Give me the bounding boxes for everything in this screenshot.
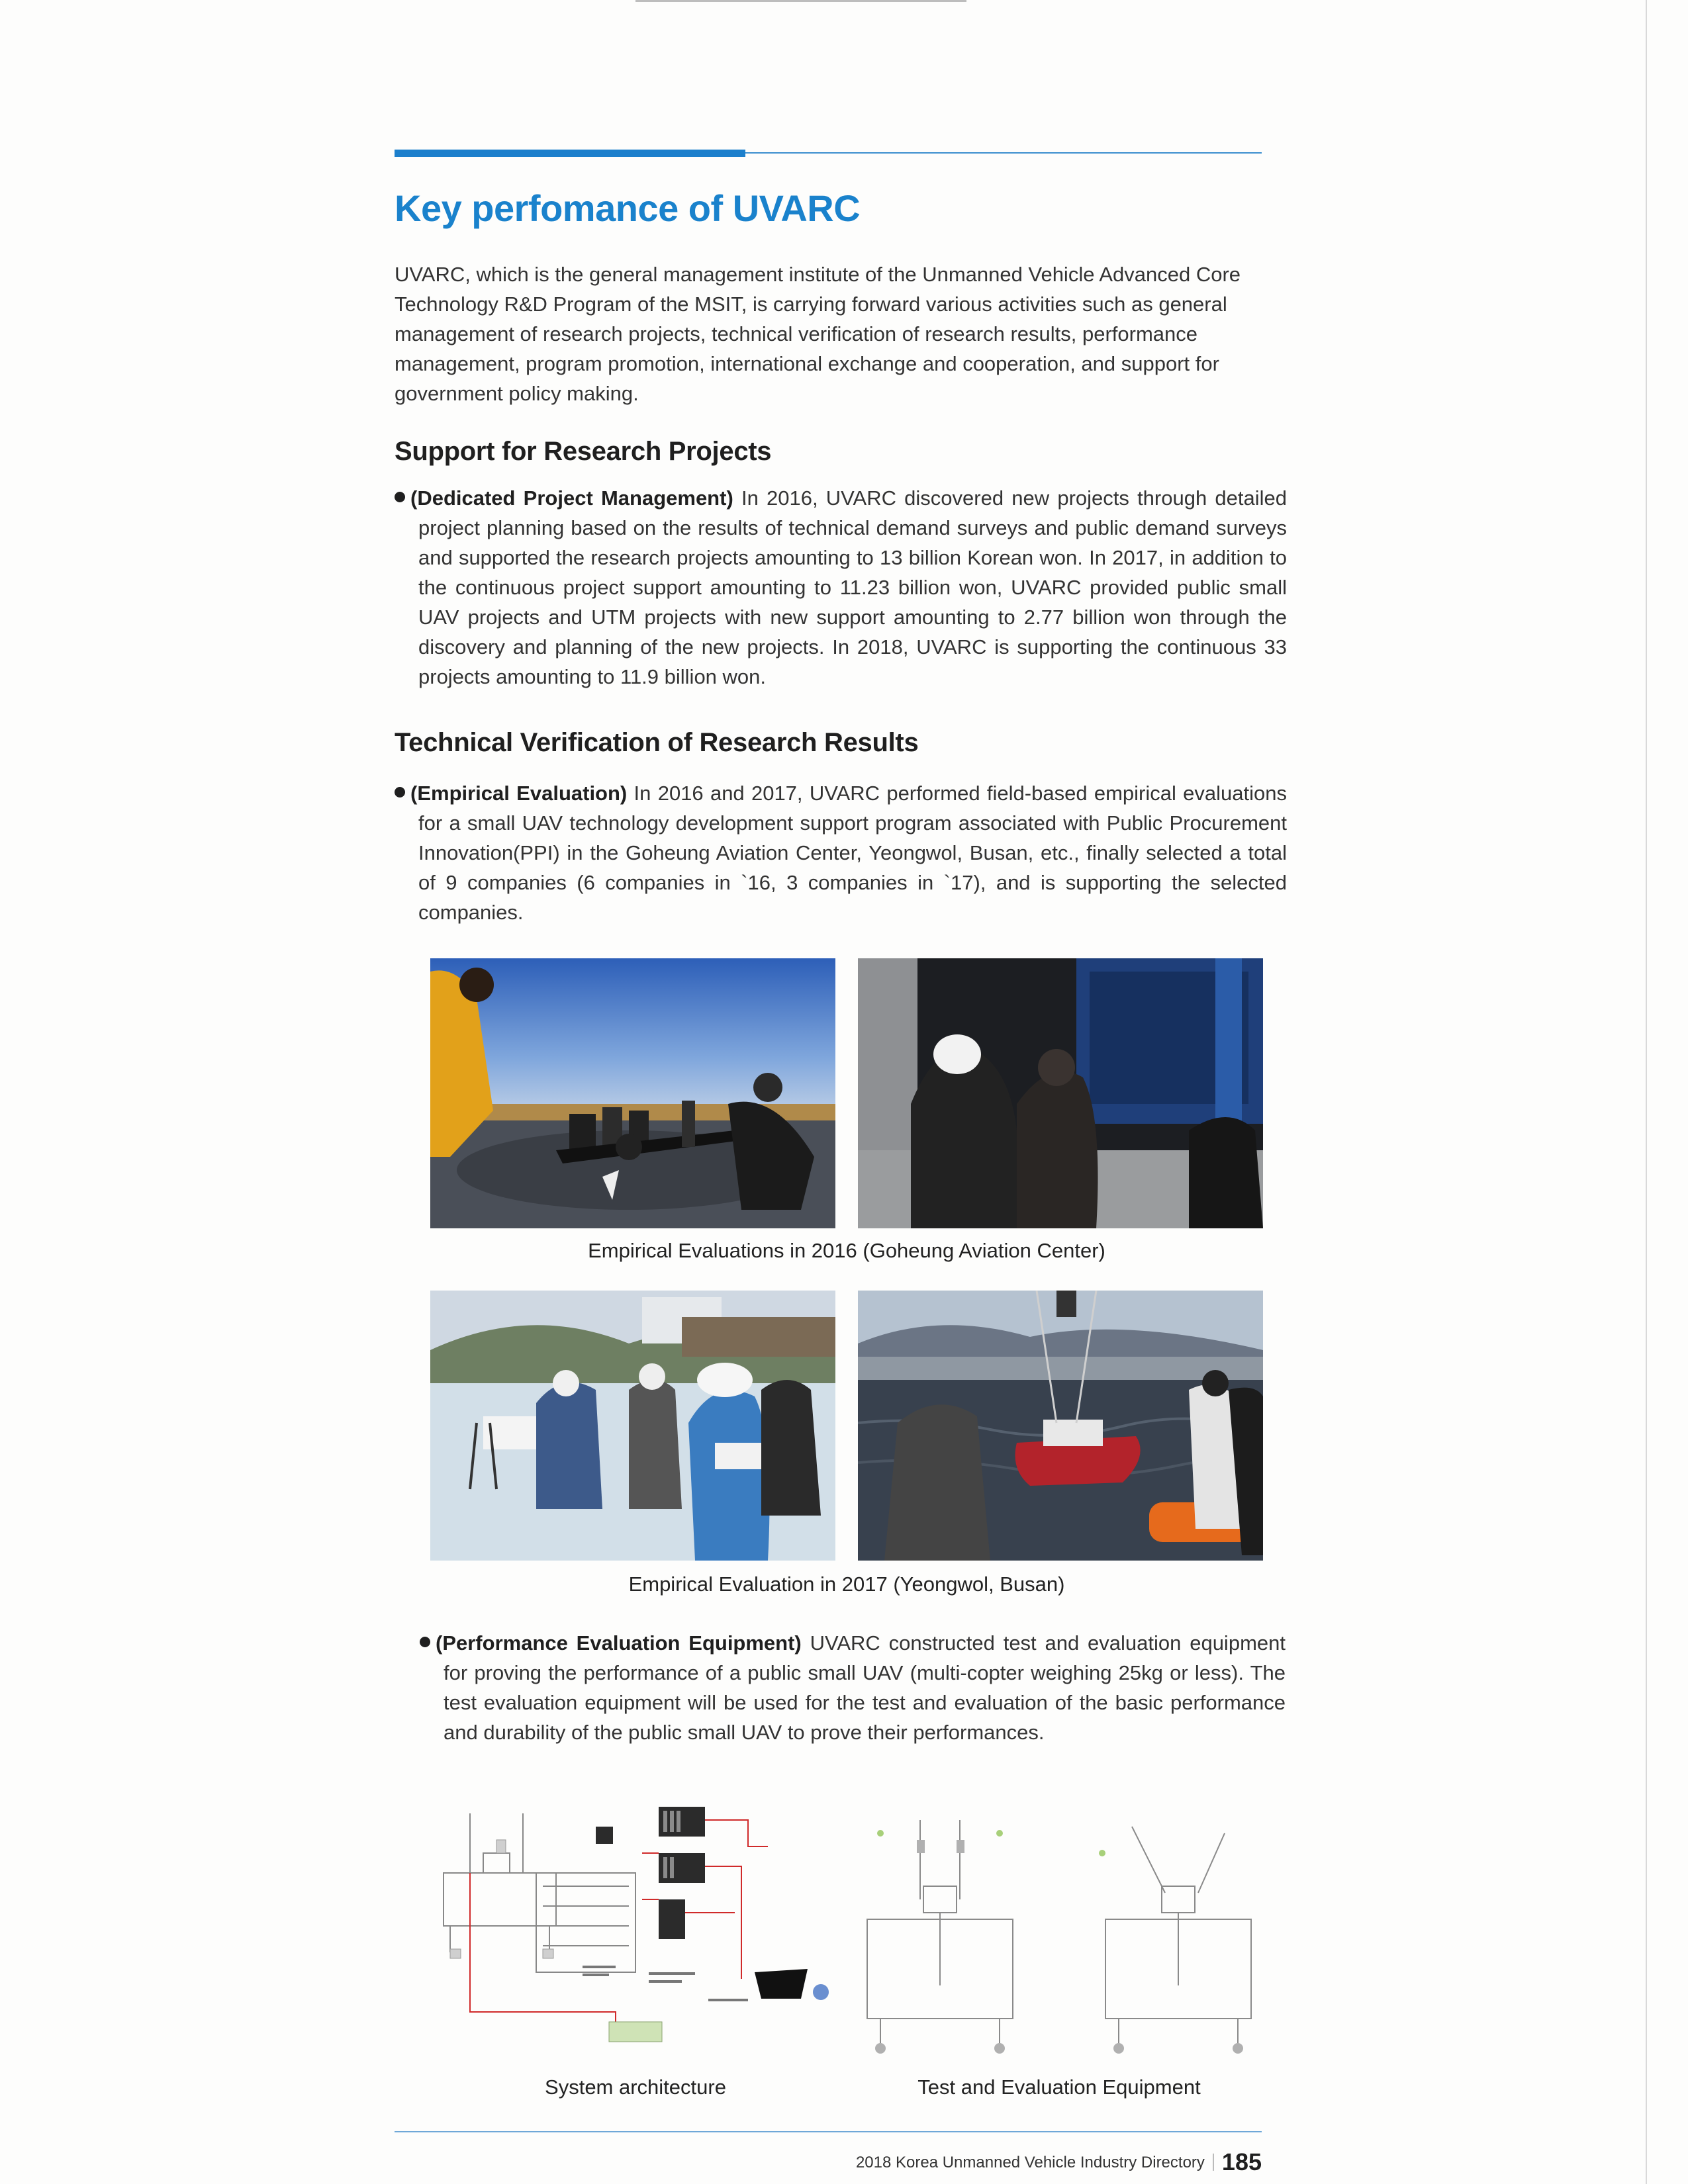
caption-2017: Empirical Evaluation in 2017 (Yeongwol, Busan): [628, 1572, 1065, 1596]
photo-busan-harbor: [858, 1291, 1263, 1561]
page-footer: [856, 2148, 1262, 2176]
footer-separator: [1213, 2154, 1214, 2171]
photo-goheung-field-test: [430, 958, 835, 1228]
bullet-dot-icon: [395, 787, 405, 797]
bullet-text: In 2016, UVARC discovered new projects through detailed project planning based on the results of technical demand surveys and public demand surveys and supported the research projects amounting to 13 billion Korean won. In 2017, in addition to the continuous project support amounting to 11.23 billion won, UVARC provided public small UAV projects and UTM projects with new support amounting to 2.77 billion won through the discovery and planning of the new projects. In 2018, UVARC is supporting the continuous 33 projects amounting to 11.9 billion won.: [418, 486, 1287, 688]
caption-test-equipment: Test and Evaluation Equipment: [917, 2075, 1201, 2099]
intro-paragraph: UVARC, which is the general management institute of the Unmanned Vehicle Advanced Core Technology R&D Program of the MSIT, is carrying forward various activities such as general management of research projects, technical verification of research results, performance management, program promotion, international exchange and cooperation, and support for government policy making.: [395, 263, 1241, 405]
page-title: Key perfomance of UVARC: [395, 187, 861, 229]
caption-2016: Empirical Evaluations in 2016 (Goheung Aviation Center): [588, 1239, 1105, 1262]
bullet-performance-evaluation-equipment: [420, 1628, 1286, 1747]
section-heading-research-projects: Support for Research Projects: [395, 437, 772, 466]
bullet-dedicated-project-management: [395, 483, 1287, 692]
bullet-text: In 2016 and 2017, UVARC performed field-based empirical evaluations for a small UAV technology development support program associated with Public Procurement Innovation(PPI) in the Goheung Aviation Center, Yeongwol, Busan, etc., finally selected a total of 9 companies (6 companies in `16, 3 companies in `17), and is supporting the selected companies.: [418, 782, 1288, 924]
section-heading-technical-verification: Technical Verification of Research Results: [395, 728, 919, 757]
footer-publication: 2018 Korea Unmanned Vehicle Industry Directory: [855, 2154, 1205, 2171]
footer-rule: [395, 2131, 1262, 2132]
bullet-lead: (Performance Evaluation Equipment): [436, 1631, 802, 1655]
page-edge: [1646, 0, 1647, 2184]
page-number: 185: [1221, 2148, 1262, 2175]
header-accent-bar: [395, 150, 745, 157]
scan-top-mark: [635, 0, 966, 2]
bullet-lead: (Empirical Evaluation): [410, 782, 628, 805]
system-architecture-diagram: [430, 1800, 841, 2065]
bullet-lead: (Dedicated Project Management): [410, 486, 733, 510]
test-equipment-diagram: [854, 1813, 1264, 2065]
bullet-empirical-evaluation: [395, 778, 1287, 927]
photo-goheung-hangar: [858, 958, 1263, 1228]
caption-system-architecture: System architecture: [545, 2075, 726, 2099]
photo-yeongwol-evaluation: [430, 1291, 835, 1561]
bullet-text: UVARC constructed test and evaluation equipment for proving the performance of a public small UAV (multi-copter weighing 25kg or less). The test evaluation equipment will be used for the test and evaluation of the basic performance and durability of the public small UAV to prove their performances.: [444, 1631, 1286, 1744]
bullet-dot-icon: [420, 1637, 430, 1647]
bullet-dot-icon: [395, 492, 405, 502]
